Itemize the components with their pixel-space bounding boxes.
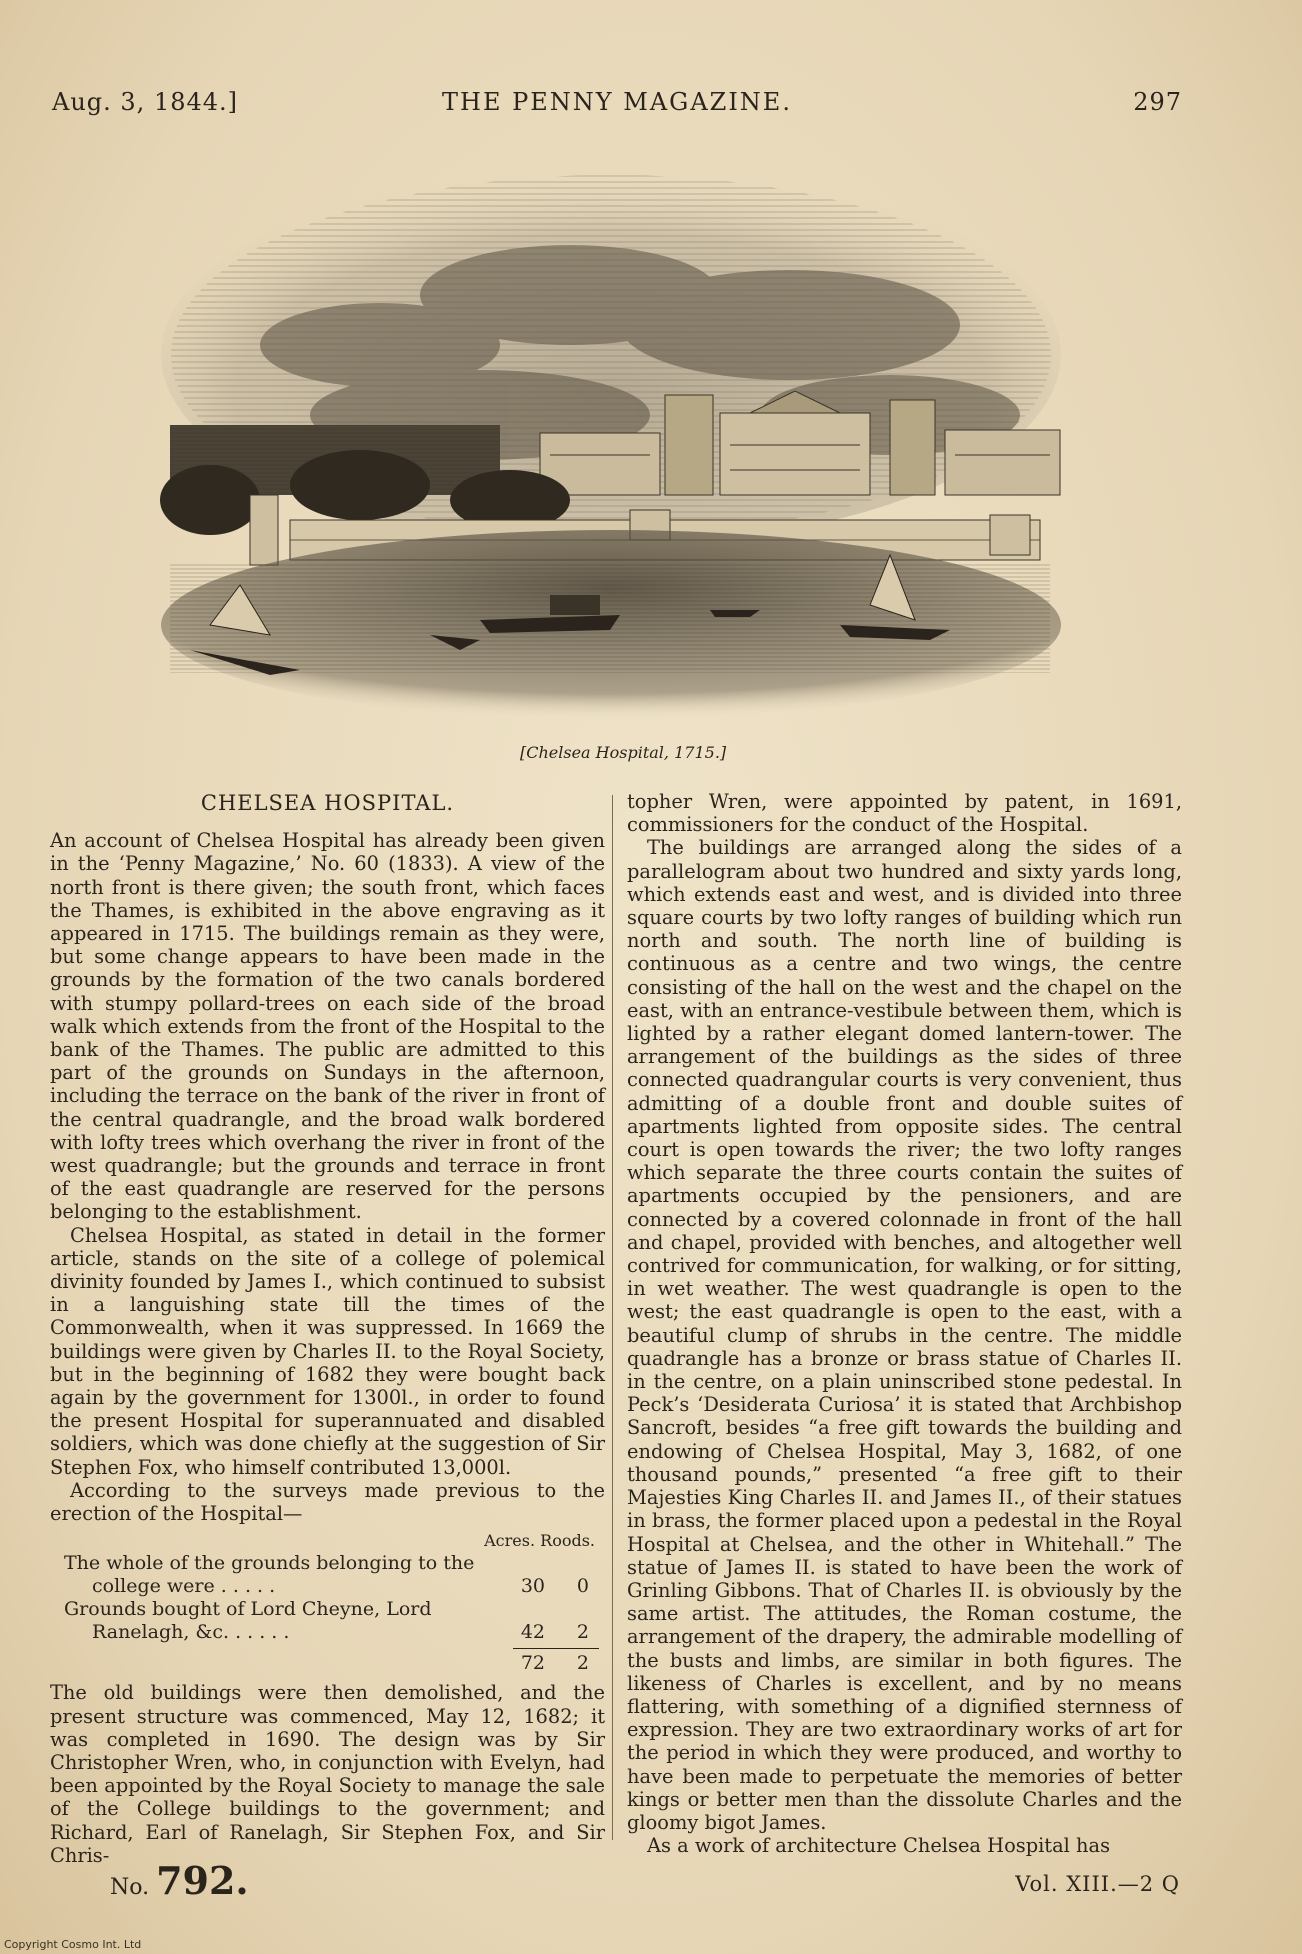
article-title: CHELSEA HOSPITAL. (200, 791, 455, 815)
table-row (50, 1621, 605, 1644)
issue-number (110, 1858, 249, 1903)
page-footer (110, 1858, 1180, 1908)
issue-number-prefix: No. (110, 1875, 150, 1900)
table-row (50, 1598, 605, 1621)
paragraph: According to the surveys made previous to the erection of the Hospital— (50, 1478, 605, 1526)
table-total-row (50, 1644, 605, 1675)
right-column (627, 790, 1182, 1857)
paragraph: Chelsea Hospital, as stated in detail in the former article, stands on the site of a college of polemical divinity founded by James I., which continued to subsist in a languishing state till the times of the Commonwealth, when it was suppressed. In 1669 the buildings were given by Charles II. to the Royal Society, but in the beginning of 1682 they were bought back again by the government for 1300l., in order to found the present Hospital for superannuated and disabled soldiers, which was done chiefly at the suggestion of Sir Stephen Fox, who himself contributed 13,000l. (50, 1223, 605, 1479)
total-rule (513, 1648, 599, 1649)
acres-value: 30 (520, 1575, 545, 1598)
grounds-table (50, 1529, 605, 1677)
volume-signature: Vol. XIII.—2 Q (1015, 1872, 1180, 1896)
total-roods: 2 (576, 1652, 589, 1675)
page-header (52, 88, 1182, 124)
table-row (50, 1575, 605, 1598)
roods-value: 0 (576, 1575, 589, 1598)
magazine-title: THE PENNY MAGAZINE. (442, 88, 792, 116)
engraving-illustration (150, 155, 1072, 725)
roods-value: 2 (576, 1621, 589, 1644)
issue-date: Aug. 3, 1844.] (52, 88, 239, 116)
illustration-caption: [Chelsea Hospital, 1715.] (520, 743, 727, 762)
acres-value: 42 (520, 1621, 545, 1644)
column-divider (612, 795, 613, 1840)
issue-number-value: 792. (156, 1858, 249, 1903)
paragraph: The buildings are arranged along the sides of a parallelogram about two hundred and sixty yards long, which extends east and west, and is divided into three square courts by two lofty ranges of building which run north and south. The north line of building is continuous as a centre and two wings, the centre consisting of the hall on the west and the chapel on the east, with an entrance-vestibule between them, which is lighted by a rather elegant domed lantern-tower. The arrangement of the buildings as the sides of three connected quadrangular courts is very convenient, thus admitting of a double front and double suites of apartments lighted from opposite sides. The central court is open towards the river; the two lofty ranges which separate the three courts contain the suites of apartments occupied by the pensioners, and are connected by a covered colonnade in front of the hall and chapel, provided with benches, and altogether well contrived for communication, for walking, or for sitting, in wet weather. The west quadrangle is open to the west; the east quadrangle is open to the east, with a beautiful clump of shrubs in the centre. The middle quadrangle has a bronze or brass statue of Charles II. in the centre, on a plain uninscribed stone pedestal. In Peck’s ‘Desiderata Curiosa’ it is stated that Archbishop Sancroft, besides “a free gift towards the building and endowing of Chelsea Hospital, May 3, 1682, of one thousand pounds,” presented “a free gift to their Majesties King Charles II. and James II., of their statues in brass, the former placed upon a pedestal in the Royal Hospital at Chelsea, and the other in Whitehall.” The statue of James II. is stated to have been the work of Grinling Gibbons. That of Charles II. is obviously by the same artist. The attitudes, the Roman costume, the arrangement of the drapery, the admirable modelling of the busts and limbs, are similar in both figures. The likeness of Charles is excellent, and by no means flattering, with something of a dignified sternness of expression. They are two extraordinary works of art for the period in which they were produced, and worthy to have been made to perpetuate the memories of better kings or better men than the dissolute Charles and the gloomy bigot James. (627, 836, 1182, 1834)
page-number: 297 (1133, 88, 1182, 116)
paragraph: The old buildings were then demolished, and the present structure was commenced, May 12, 1682; it was completed in 1690. The design was by Sir Christopher Wren, who, in conjunction with Evelyn, had been appointed by the Royal Society to manage the sale of the College buildings to the government; and Richard, Earl of Ranelagh, Sir Stephen Fox, and Sir Chris- (50, 1681, 605, 1867)
row-label: college were . . . . . (92, 1575, 276, 1598)
row-label: Grounds bought of Lord Cheyne, Lord (64, 1598, 432, 1621)
left-column (50, 792, 605, 1867)
row-label: The whole of the grounds belonging to the (64, 1552, 475, 1575)
copyright-watermark: Copyright Cosmo Int. Ltd (4, 1938, 142, 1951)
paragraph: An account of Chelsea Hospital has already been given in the ‘Penny Magazine,’ No. 60 (1833). A view of the north front is there given; the south front, which faces the Thames, is exhibited in the above engraving as it appeared in 1715. The buildings remain as they were, but some change appears to have been made in the grounds by the formation of the two canals bordered with stumpy pollard-trees on each side of the broad walk which extends from the front of the Hospital to the bank of the Thames. The public are admitted to this part of the grounds on Sundays in the afternoon, including the terrace on the bank of the river in front of the central quadrangle, and the broad walk bordered with lofty trees which overhang the river in front of the west quadrangle; but the grounds and terrace in front of the east quadrangle are reserved for the persons belonging to the establishment. (50, 829, 605, 1224)
total-acres: 72 (520, 1652, 545, 1675)
table-row (50, 1552, 605, 1575)
table-header: Acres. Roods. (484, 1531, 595, 1551)
row-label: Ranelagh, &c. . . . . . (92, 1621, 290, 1644)
paragraph: topher Wren, were appointed by patent, in 1691, commissioners for the conduct of the Hospital. (627, 790, 1182, 837)
paragraph: As a work of architecture Chelsea Hospital has (647, 1834, 1111, 1858)
